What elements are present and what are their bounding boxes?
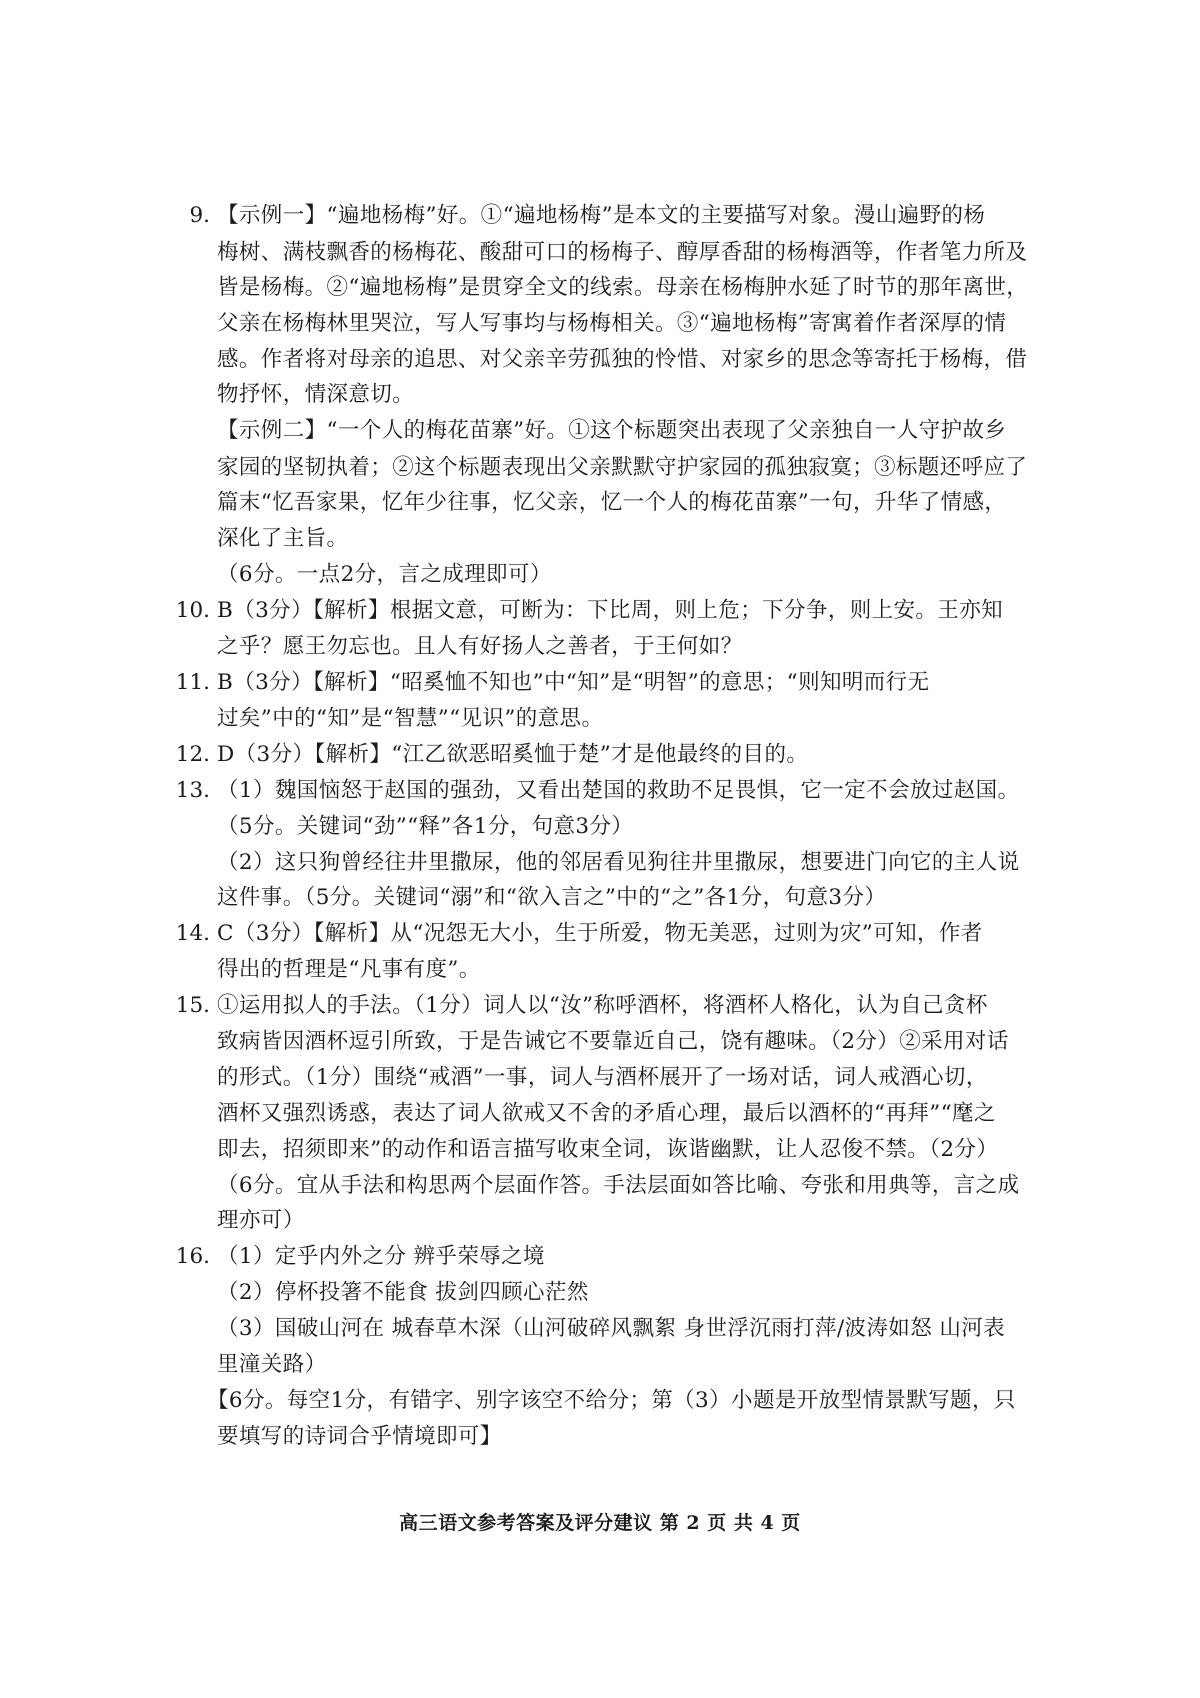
answer-line: （3）国破山河在 城春草木深（山河破碎风飘絮 身世浮沉雨打萍/波涛如怒 山河表 [217, 1316, 1006, 1341]
answer-line: 酒杯又强烈诱惑，表达了词人欲戒又不舍的矛盾心理，最后以酒杯的“再拜”“麾之 [217, 1101, 996, 1126]
answer-line: B（3分）【解析】“昭奚恤不知也”中“知”是“明智”的意思；“则知明而行无 [217, 670, 930, 695]
answer-line: 家园的坚韧执着；②这个标题表现出父亲默默守护家园的孤独寂寞；③标题还呼应了 [217, 455, 1028, 480]
answer-line: （1）定乎内外之分 辨乎荣辱之境 [217, 1244, 545, 1269]
answer-line: 里潼关路） [217, 1352, 327, 1377]
answer-line: 深化了主旨。 [217, 526, 349, 551]
page-footer: 高三语文参考答案及评分建议 第 2 页 共 4 页 [399, 1512, 801, 1534]
answer-line: 父亲在杨梅林里哭泣，写人写事均与杨梅相关。③“遍地杨梅”寄寓着作者深厚的情 [217, 311, 1007, 336]
answer-line: 要填写的诗词合乎情境即可】 [217, 1424, 502, 1449]
answer-line: （6分。一点2分，言之成理即可） [217, 562, 552, 587]
answer-line: ①运用拟人的手法。（1分）词人以“汝”称呼酒杯，将酒杯人格化，认为自己贪杯 [217, 993, 988, 1018]
item-number: 12. [175, 742, 210, 767]
item-number: 9. [189, 203, 210, 228]
answer-line: C（3分）【解析】从“况怨无大小，生于所爱，物无美恶，过则为灾”可知，作者 [217, 921, 983, 946]
answer-line: 致病皆因酒杯逗引所致，于是告诫它不要靠近自己，饶有趣味。（2分）②采用对话 [217, 1029, 1009, 1054]
answer-line: 得出的哲理是“凡事有度”。 [217, 957, 481, 982]
answer-line: （2）停杯投箸不能食 拔剑四顾心茫然 [217, 1280, 589, 1305]
item-number: 13. [175, 778, 210, 803]
answer-line: B（3分）【解析】根据文意，可断为：下比周，则上危；下分争，则上安。王亦知 [217, 598, 1004, 623]
answer-line: （6分。宜从手法和构思两个层面作答。手法层面如答比喻、夸张和用典等，言之成 [217, 1173, 1020, 1198]
answer-line: 理亦可） [217, 1208, 305, 1233]
answer-line: 梅树、满枝飘香的杨梅花、酸甜可口的杨梅子、醇厚香甜的杨梅酒等，作者笔力所及 [217, 240, 1028, 265]
answer-line: （2）这只狗曾经往井里撒尿，他的邻居看见狗往井里撒尿，想要进门向它的主人说 [217, 850, 1020, 875]
answer-line: 即去，招须即来”的动作和语言描写收束全词，诙谐幽默，让人忍俊不禁。（2分） [217, 1137, 999, 1162]
answer-line: 【示例一】“遍地杨梅”好。①“遍地杨梅”是本文的主要描写对象。漫山遍野的杨 [217, 203, 986, 228]
answer-line: （5分。关键词“劲”“释”各1分，句意3分） [217, 814, 634, 839]
item-number: 16. [175, 1244, 210, 1269]
item-number: 10. [175, 598, 210, 623]
answer-line: 皆是杨梅。②“遍地杨梅”是贯穿全文的线索。母亲在杨梅肿水延了时节的那年离世， [217, 275, 1029, 300]
item-number: 15. [175, 993, 210, 1018]
answer-line: 物抒怀，情深意切。 [217, 382, 415, 407]
answer-line: 篇末“忆吾家果，忆年少往事，忆父亲，忆一个人的梅花苗寨”一句，升华了情感， [217, 490, 1007, 515]
answer-line: （1）魏国恼怒于赵国的强劲，又看出楚国的救助不足畏惧，它一定不会放过赵国。 [217, 778, 1020, 803]
answer-line: 过矣”中的“知”是“智慧”“见识”的意思。 [217, 706, 604, 731]
answer-line: 之乎？愿王勿忘也。且人有好扬人之善者，于王何如？ [217, 634, 743, 659]
item-number: 11. [175, 670, 210, 695]
answer-line: 感。作者将对母亲的追思、对父亲辛劳孤独的怜惜、对家乡的思念等寄托于杨梅，借 [217, 347, 1028, 372]
answer-line: 【6分。每空1分，有错字、别字该空不给分；第（3）小题是开放型情景默写题，只 [207, 1388, 1016, 1413]
answer-line: 这件事。（5分。关键词“溺”和“欲入言之”中的“之”各1分，句意3分） [217, 885, 887, 910]
answer-line: 【示例二】“一个人的梅花苗寨”好。①这个标题突出表现了父亲独自一人守护故乡 [217, 418, 1007, 443]
item-number: 14. [175, 921, 210, 946]
answer-line: D（3分）【解析】“江乙欲恶昭奚恤于楚”才是他最终的目的。 [217, 742, 809, 767]
answer-line: 的形式。（1分）围绕“戒酒”一事，词人与酒杯展开了一场对话，词人戒酒心切， [217, 1065, 988, 1090]
